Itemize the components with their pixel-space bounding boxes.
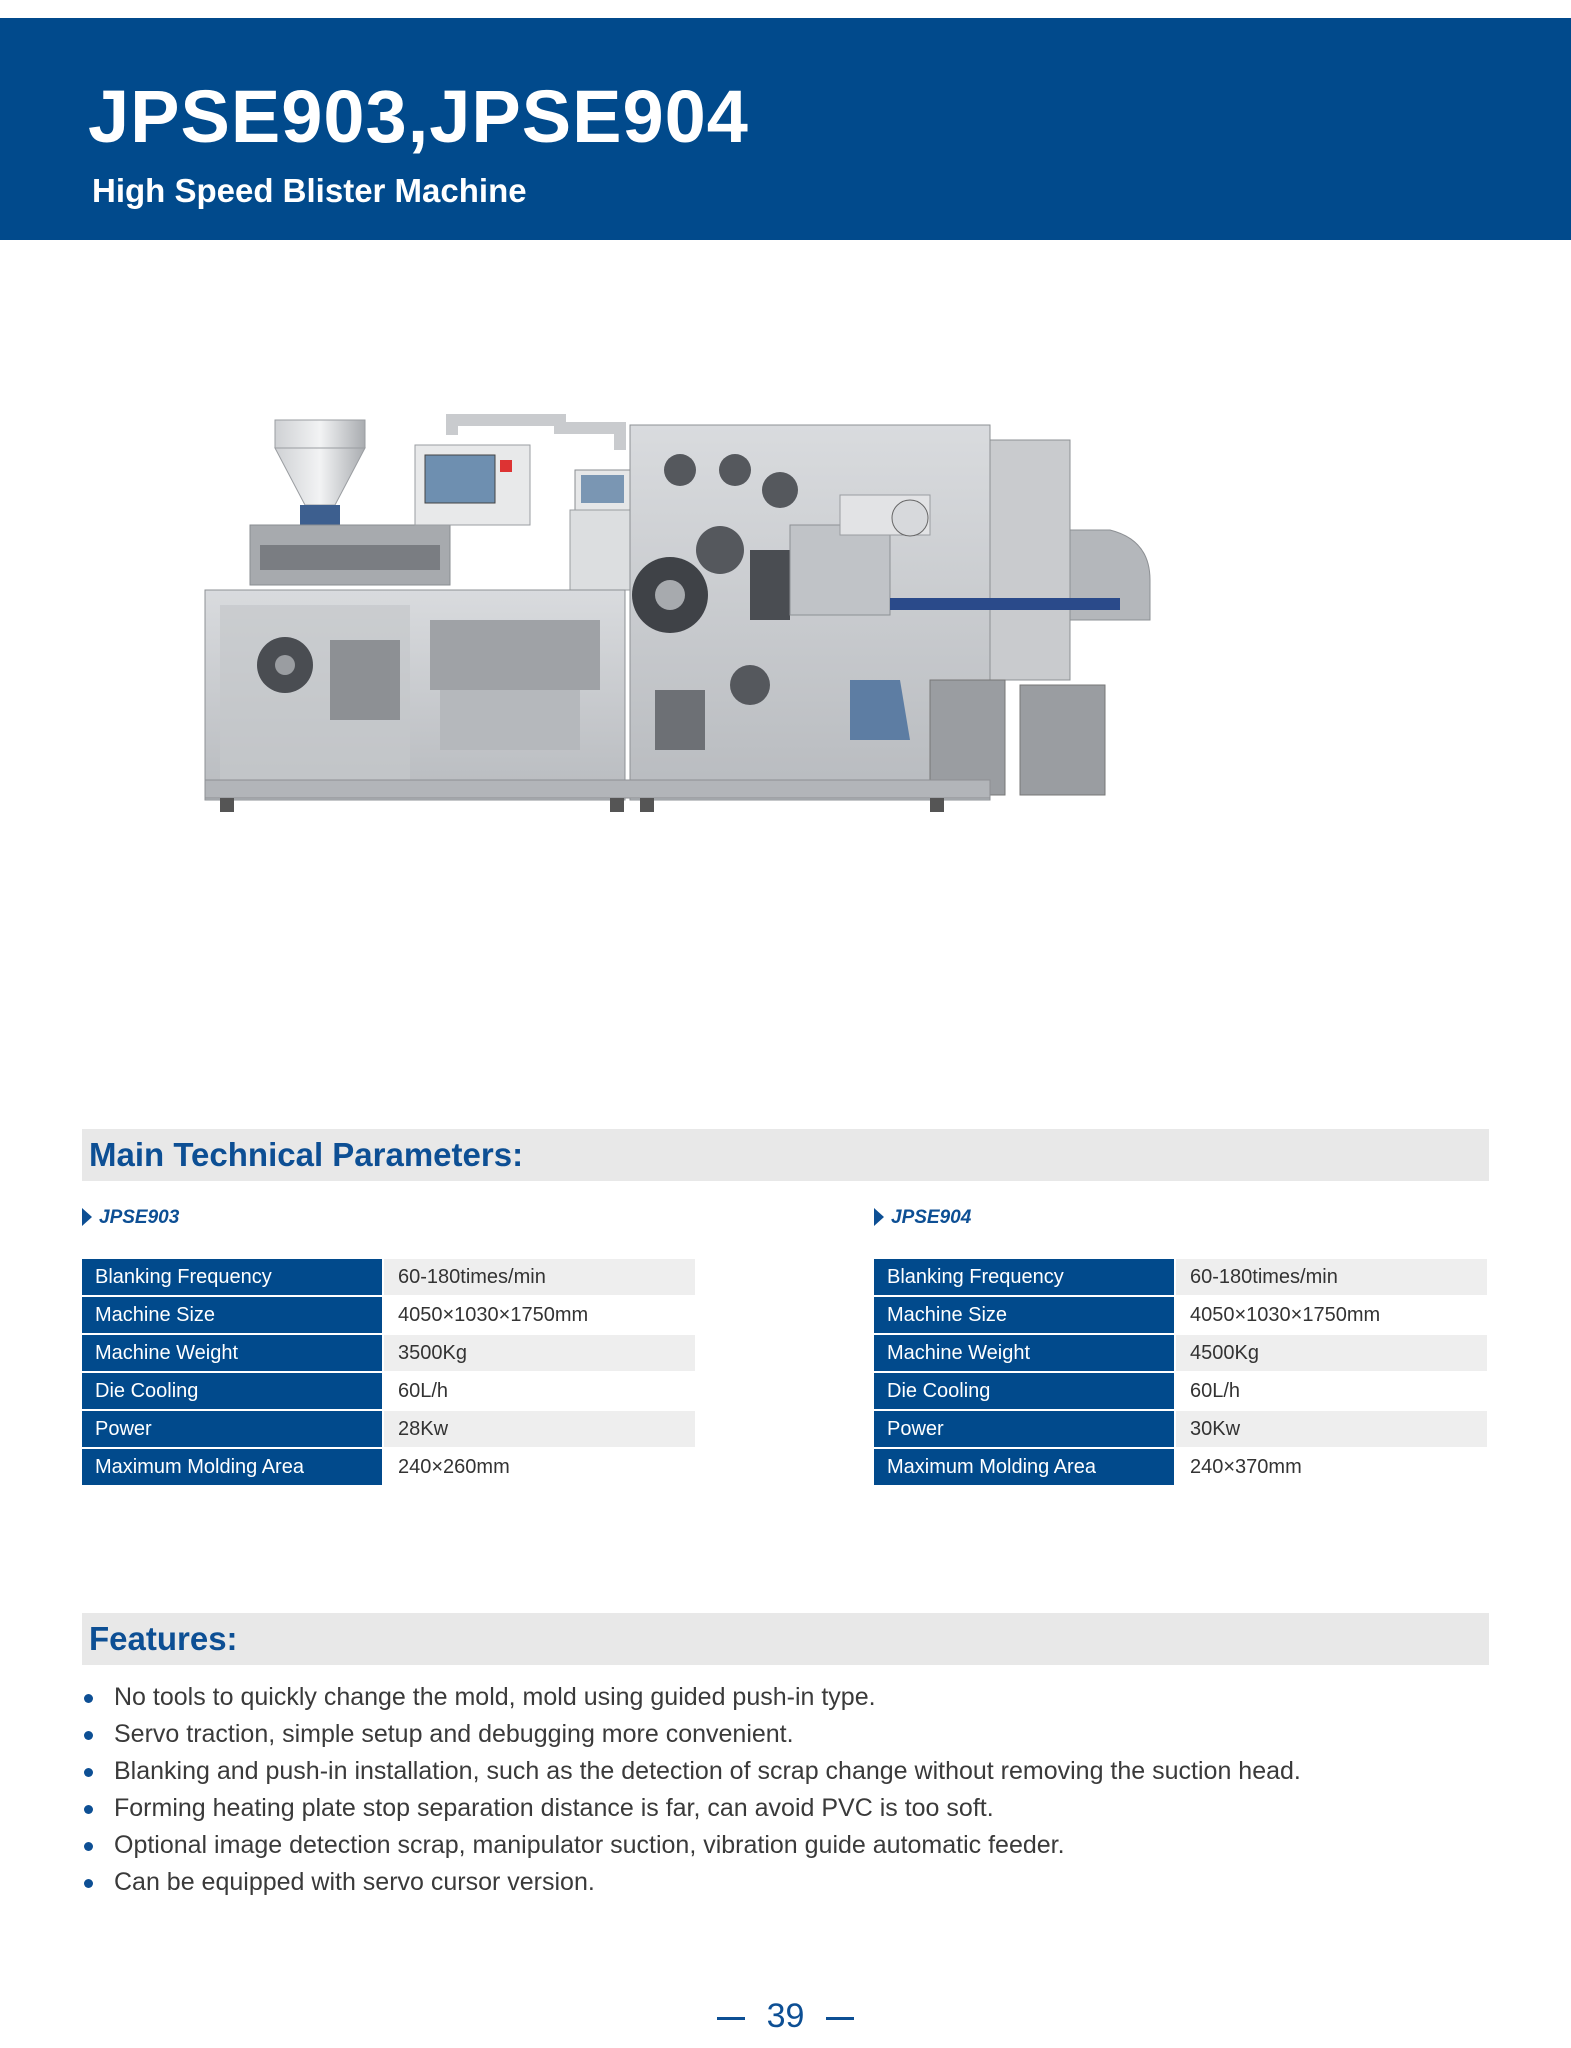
page-subtitle: High Speed Blister Machine — [92, 172, 527, 209]
param-row — [874, 1448, 1487, 1486]
param-label: Machine Weight — [874, 1334, 1175, 1372]
param-label: Blanking Frequency — [874, 1259, 1175, 1296]
param-value: 240×370mm — [1175, 1448, 1487, 1486]
param-value: 60L/h — [1175, 1372, 1487, 1410]
params-section-heading: Main Technical Parameters: — [89, 1136, 524, 1173]
triangle-bullet-icon — [82, 1208, 92, 1226]
feature-item: Forming heating plate stop separation distance is far, can avoid PVC is too soft. — [82, 1790, 1301, 1827]
feature-item: No tools to quickly change the mold, mold using guided push-in type. — [82, 1679, 1301, 1716]
params-section-heading-bar — [82, 1129, 1489, 1181]
param-value: 60L/h — [383, 1372, 695, 1410]
param-value: 4050×1030×1750mm — [1175, 1296, 1487, 1334]
triangle-bullet-icon — [874, 1208, 884, 1226]
param-value: 240×260mm — [383, 1448, 695, 1486]
param-label: Machine Weight — [82, 1334, 383, 1372]
param-label: Power — [82, 1410, 383, 1448]
blister-machine-illustration — [190, 410, 1390, 950]
param-row — [874, 1296, 1487, 1334]
model-label-jpse904: JPSE904 — [874, 1207, 971, 1229]
feature-item: Servo traction, simple setup and debugging more convenient. — [82, 1716, 1301, 1753]
param-value: 60-180times/min — [1175, 1259, 1487, 1296]
param-label: Maximum Molding Area — [874, 1448, 1175, 1486]
param-row — [874, 1334, 1487, 1372]
page-title: JPSE903,JPSE904 — [88, 75, 749, 158]
param-label: Maximum Molding Area — [82, 1448, 383, 1486]
header-banner — [0, 18, 1571, 240]
param-row — [82, 1334, 695, 1372]
param-row — [874, 1410, 1487, 1448]
param-row — [82, 1296, 695, 1334]
dash-right — [826, 2017, 854, 2020]
features-list — [82, 1679, 1301, 1901]
feature-item: Can be equipped with servo cursor version. — [82, 1864, 1301, 1901]
params-table-jpse904 — [874, 1259, 1487, 1487]
feature-item: Optional image detection scrap, manipulator suction, vibration guide automatic feeder. — [82, 1827, 1301, 1864]
param-value: 4050×1030×1750mm — [383, 1296, 695, 1334]
param-row — [82, 1410, 695, 1448]
param-label: Power — [874, 1410, 1175, 1448]
param-value: 28Kw — [383, 1410, 695, 1448]
param-value: 3500Kg — [383, 1334, 695, 1372]
feature-item: Blanking and push-in installation, such as the detection of scrap change without removing the suction head. — [82, 1753, 1301, 1790]
params-table-jpse903 — [82, 1259, 695, 1487]
param-label: Die Cooling — [874, 1372, 1175, 1410]
param-row — [82, 1259, 695, 1296]
model-label-jpse903: JPSE903 — [82, 1207, 179, 1229]
param-value: 4500Kg — [1175, 1334, 1487, 1372]
dash-left — [717, 2017, 745, 2020]
param-row — [82, 1448, 695, 1486]
param-label: Machine Size — [82, 1296, 383, 1334]
param-label: Die Cooling — [82, 1372, 383, 1410]
param-label: Machine Size — [874, 1296, 1175, 1334]
param-label: Blanking Frequency — [82, 1259, 383, 1296]
param-value: 60-180times/min — [383, 1259, 695, 1296]
param-row — [874, 1259, 1487, 1296]
features-section-heading: Features: — [89, 1620, 238, 1657]
page-footer — [0, 1997, 1571, 2036]
param-value: 30Kw — [1175, 1410, 1487, 1448]
page-number: 39 — [766, 1997, 805, 2035]
param-row — [874, 1372, 1487, 1410]
features-section-heading-bar — [82, 1613, 1489, 1665]
param-row — [82, 1372, 695, 1410]
